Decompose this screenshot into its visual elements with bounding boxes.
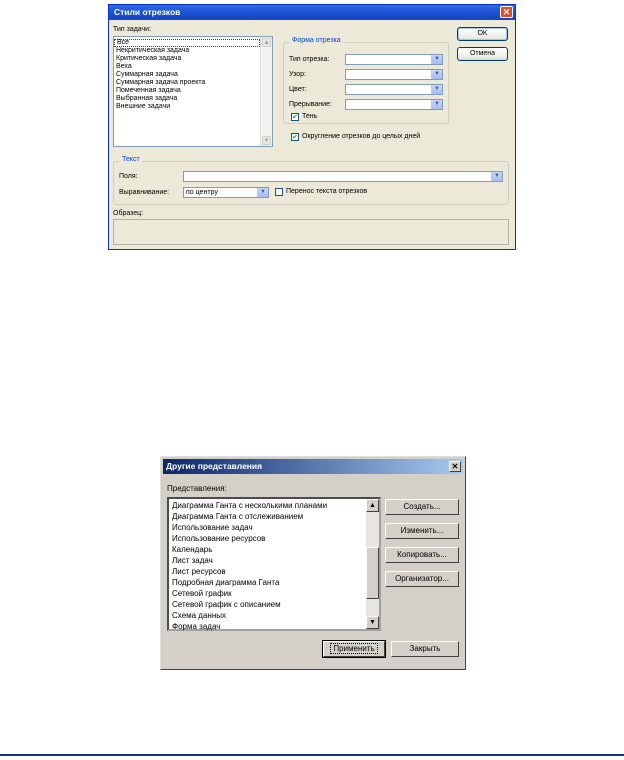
create-button[interactable]: Создать...	[385, 499, 459, 515]
chevron-down-icon: ▼	[431, 100, 442, 109]
view-list-item[interactable]: Использование ресурсов	[172, 534, 266, 543]
bar-shape-legend: Форма отрезка	[292, 37, 341, 44]
view-list-item[interactable]: Сетевой график	[172, 589, 232, 598]
color-select[interactable]	[345, 84, 443, 95]
task-type-item[interactable]: Выбранная задача	[116, 95, 178, 102]
chevron-down-icon: ▼	[431, 70, 442, 79]
align-value: по центру	[186, 189, 218, 196]
task-type-item[interactable]: Помеченная задача	[116, 87, 181, 94]
close-button[interactable]	[500, 6, 513, 18]
close-icon: ✕	[502, 7, 511, 17]
view-list-item[interactable]: Подробная диаграмма Ганта	[172, 578, 280, 587]
dialog-title: Стили отрезков	[114, 7, 181, 17]
chevron-down-icon: ▼	[431, 85, 442, 94]
shadow-checkbox[interactable]	[291, 113, 299, 121]
check-icon: ✔	[292, 134, 298, 141]
organizer-button[interactable]: Организатор...	[385, 571, 459, 587]
fields-label: Поля:	[119, 173, 138, 180]
view-list-item[interactable]: Форма задач	[172, 622, 221, 631]
close-icon: ✕	[451, 462, 459, 471]
text-group	[113, 156, 509, 205]
split-select[interactable]	[345, 99, 443, 110]
close-dialog-button[interactable]: Закрыть	[391, 641, 459, 657]
chevron-down-icon: ▼	[431, 55, 442, 64]
scroll-thumb[interactable]	[366, 547, 379, 599]
more-views-dialog	[160, 456, 466, 670]
text-legend: Текст	[122, 156, 140, 163]
scroll-down-button[interactable]: ▼	[263, 138, 270, 144]
dialog-title: Другие представления	[166, 461, 263, 471]
view-list-item[interactable]: Использование задач	[172, 523, 253, 532]
apply-button[interactable]	[323, 641, 385, 657]
apply-button-label: Применить	[330, 643, 377, 654]
align-label: Выравнивание:	[119, 189, 170, 196]
scroll-up-button[interactable]: ▲	[263, 40, 270, 46]
cancel-button[interactable]: Отмена	[457, 47, 508, 61]
fields-select[interactable]	[183, 171, 503, 182]
view-list-item[interactable]: Схема данных	[172, 611, 227, 620]
task-type-item[interactable]: Суммарная задача проекта	[116, 79, 206, 86]
view-list-item[interactable]: Лист ресурсов	[172, 567, 226, 576]
split-label: Прерывание:	[289, 101, 332, 108]
pattern-select[interactable]	[345, 69, 443, 80]
task-type-item[interactable]: Суммарная задача	[116, 71, 178, 78]
view-list-item[interactable]: Календарь	[172, 545, 213, 554]
task-type-item[interactable]: Некритическая задача	[116, 47, 190, 54]
view-list-item[interactable]: Диаграмма Ганта с несколькими планами	[172, 501, 328, 510]
task-type-item[interactable]: Критическая задача	[116, 55, 182, 62]
page-footer-rule	[0, 754, 624, 756]
view-list-item[interactable]: Диаграмма Ганта с отслеживанием	[172, 512, 304, 521]
close-button[interactable]	[449, 461, 461, 472]
task-type-list[interactable]	[113, 36, 273, 147]
pattern-label: Узор:	[289, 71, 306, 78]
bar-styles-dialog	[108, 4, 516, 250]
title-bar	[109, 5, 515, 20]
bar-type-select[interactable]	[345, 54, 443, 65]
scroll-down-button[interactable]: ▼	[366, 616, 379, 629]
scrollbar[interactable]	[260, 37, 272, 146]
sample-label: Образец:	[113, 210, 144, 217]
check-icon: ✔	[292, 114, 298, 121]
align-select[interactable]	[183, 187, 269, 198]
views-label: Представления:	[167, 484, 227, 493]
views-list[interactable]	[167, 497, 381, 631]
chevron-down-icon: ▼	[257, 188, 268, 197]
chevron-down-icon: ▼	[491, 172, 502, 181]
scrollbar[interactable]	[366, 499, 379, 629]
wrap-checkbox[interactable]	[275, 188, 283, 196]
task-type-item[interactable]: Внешние задачи	[116, 103, 171, 110]
edit-button[interactable]: Изменить...	[385, 523, 459, 539]
copy-button[interactable]: Копировать...	[385, 547, 459, 563]
color-label: Цвет:	[289, 86, 307, 93]
round-bars-label: Округление отрезков до целых дней	[302, 133, 421, 140]
task-type-label: Тип задачи:	[113, 26, 152, 33]
bar-type-label: Тип отрезка:	[289, 56, 330, 63]
sample-preview	[113, 219, 509, 245]
shadow-label: Тень	[302, 113, 318, 120]
view-list-item[interactable]: Лист задач	[172, 556, 213, 565]
wrap-label: Перенос текста отрезков	[286, 188, 368, 195]
round-bars-checkbox[interactable]	[291, 133, 299, 141]
view-list-item[interactable]: Сетевой график с описанием	[172, 600, 281, 609]
scroll-up-button[interactable]: ▲	[366, 499, 379, 512]
task-type-item[interactable]: Все	[114, 39, 260, 47]
title-bar	[163, 459, 463, 474]
task-type-item[interactable]: Веха	[116, 63, 132, 70]
ok-button[interactable]: OK	[457, 27, 508, 41]
